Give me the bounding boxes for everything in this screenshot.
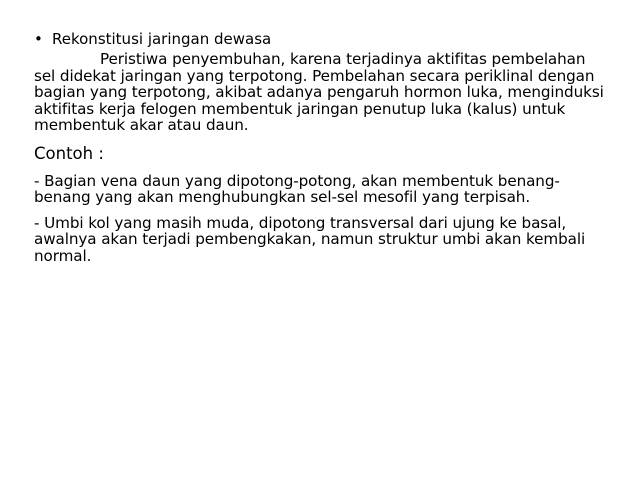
paragraph-text: Peristiwa penyembuhan, karena terjadinya aktifitas pembelahan sel didekat jaringan yang terpotong. Pembelahan secara periklinal dengan bagian yang terpotong, akibat adanya pengaruh hormon luka, menginduksi aktifitas kerja felogen membentuk jaringan penutup luka (kalus) untuk membentuk akar atau daun. — [34, 50, 604, 134]
example-heading: Contoh : — [34, 143, 104, 163]
slide-content — [34, 30, 604, 264]
example-item-1: - Bagian vena daun yang dipotong-potong, akan membentuk benang-benang yang akan menghubungkan sel-sel mesofil yang terpisah. — [34, 171, 560, 206]
example-item-2: - Umbi kol yang masih muda, dipotong transversal dari ujung ke basal, awalnya akan terjadi pembengkakan, namun struktur umbi akan kembali normal. — [34, 213, 586, 265]
bullet-icon: • — [34, 30, 43, 48]
bullet-item — [34, 30, 604, 49]
body-paragraph — [34, 51, 604, 134]
bullet-title: Rekonstitusi jaringan dewasa — [52, 30, 272, 48]
